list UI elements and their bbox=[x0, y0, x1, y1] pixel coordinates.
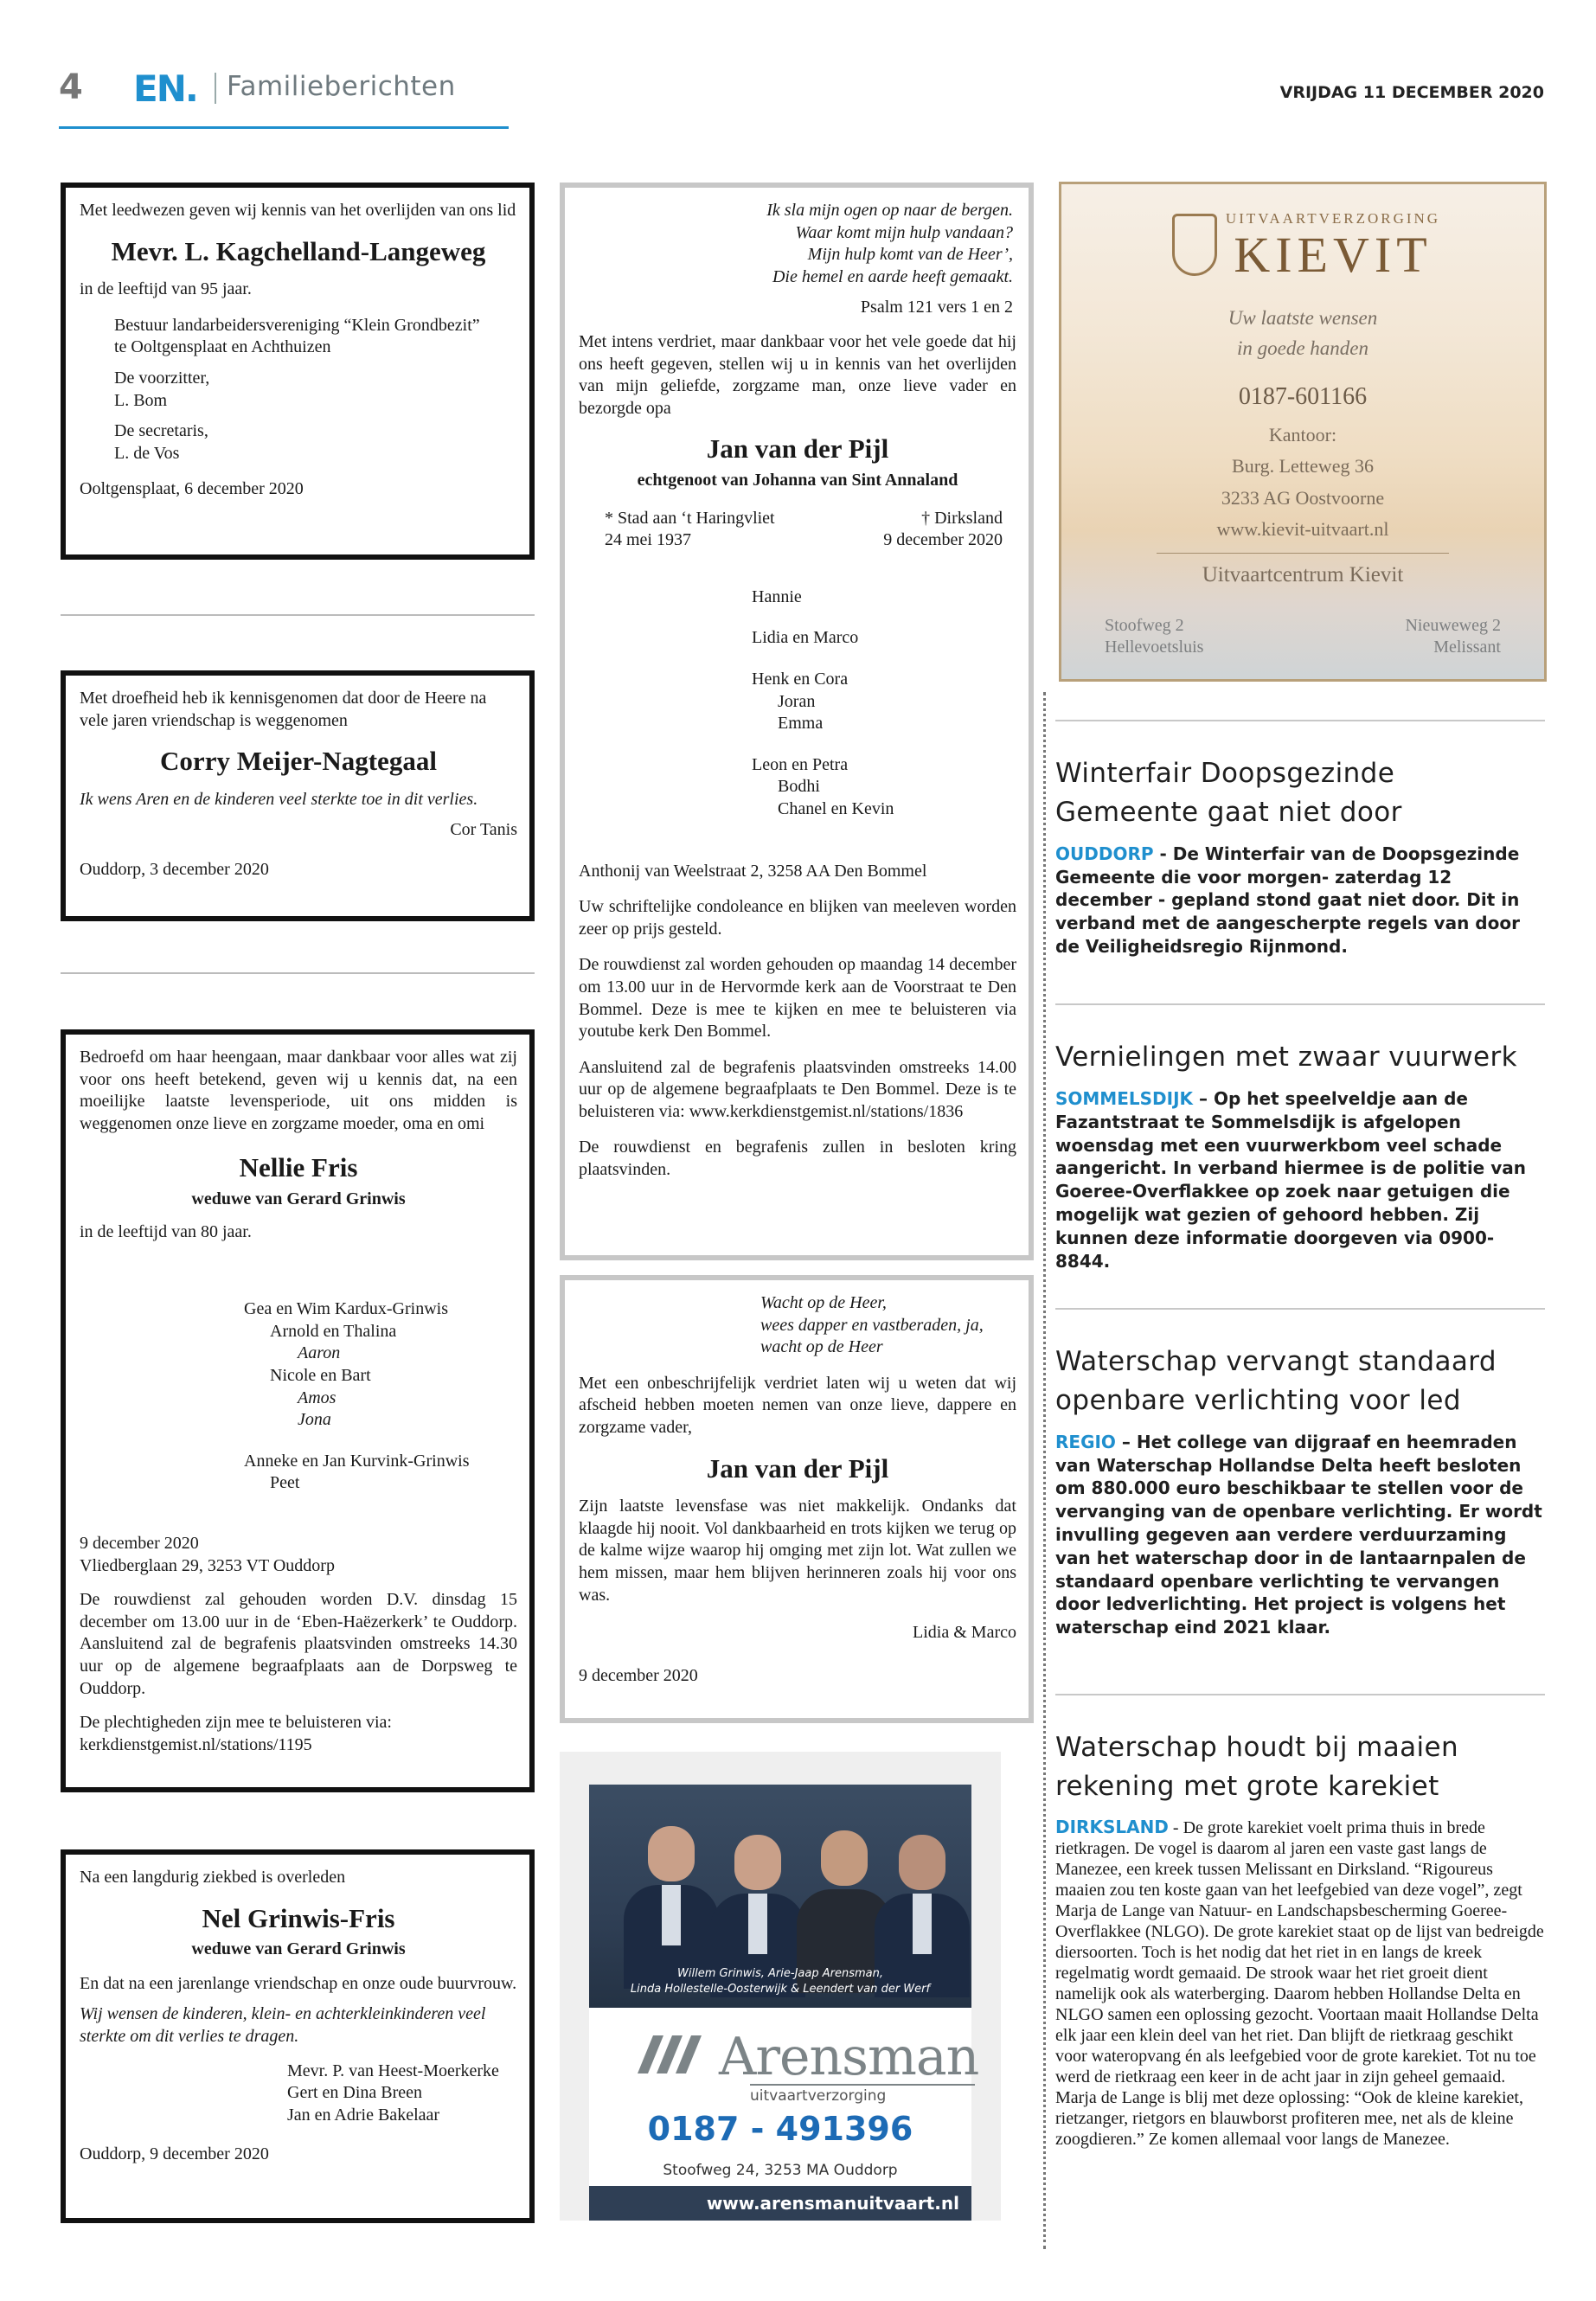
place-date: Ouddorp, 3 december 2020 bbox=[80, 860, 269, 880]
news-article-vuurwerk bbox=[1055, 1003, 1545, 1272]
notice-kagchelland bbox=[61, 183, 535, 560]
notice-intro: Na een langdurig ziekbed is overleden bbox=[80, 1868, 346, 1887]
death-date: 9 december 2020 bbox=[883, 530, 1003, 550]
kievit-name: KIEVIT bbox=[1234, 227, 1433, 283]
photo-caption bbox=[589, 1966, 971, 1997]
article-title: Winterfair Doopsgezinde Gemeente gaat niet door bbox=[1055, 758, 1402, 828]
article-body bbox=[1055, 1087, 1545, 1272]
article-text: – Het college van dijgraaf en heemraden van Waterschap Hollandse Delta heeft besloten om 880.000 euro beschikbaar te stellen voor de vervanging van de openbare verlichting. Er wordt invulling gegeven aan verdere verduurzaming van het waterschap door in de lantaarnpalen de standaard openbare verlichting te vervangen door ledverlichting. Het project is volgens het waterschap eind 2021 klaar. bbox=[1055, 1431, 1542, 1638]
article-title: Waterschap vervangt standaard openbare verlichting voor led bbox=[1055, 1346, 1497, 1416]
kievit-location-right bbox=[1405, 615, 1501, 658]
deceased-age: in de leeftijd van 80 jaar. bbox=[80, 1221, 252, 1241]
deceased-name: Jan van der Pijl bbox=[706, 433, 889, 465]
caption-line: Linda Hollestelle-Oosterwijk & Leendert van der Werf bbox=[630, 1982, 931, 1996]
deceased-subtitle: weduwe van Gerard Grinwis bbox=[191, 1189, 406, 1209]
family-member: Aaron bbox=[298, 1343, 341, 1363]
divider bbox=[61, 614, 535, 616]
page-number: 4 bbox=[59, 67, 83, 107]
article-title: Waterschap houdt bij maaien rekening met grote karekiet bbox=[1055, 1732, 1459, 1802]
header-rule bbox=[59, 126, 509, 129]
arensman-website: www.arensmanuitvaart.nl bbox=[589, 2186, 971, 2221]
notice-nel-grinwis bbox=[61, 1849, 535, 2223]
kievit-divider bbox=[1157, 553, 1449, 554]
kievit-phone: 0187-601166 bbox=[1238, 383, 1368, 410]
organisation-name: Bestuur landarbeidersvereniging “Klein Grondbezit” bbox=[114, 315, 480, 335]
family-member: Jona bbox=[298, 1410, 331, 1430]
role-secretary: De secretaris, bbox=[114, 421, 208, 441]
poem-line: Die hemel en aarde heeft gemaakt. bbox=[772, 266, 1013, 286]
deceased-subtitle: weduwe van Gerard Grinwis bbox=[191, 1939, 406, 1959]
notice-jan-van-der-pijl-children bbox=[560, 1275, 1034, 1723]
article-body bbox=[1055, 1431, 1545, 1639]
arensman-phone: 0187 - 491396 bbox=[647, 2110, 913, 2148]
issue-date: VRIJDAG 11 DECEMBER 2020 bbox=[1279, 83, 1544, 102]
family-list bbox=[579, 586, 1016, 821]
article-body bbox=[1055, 843, 1545, 958]
notice-nellie-fris bbox=[61, 1029, 535, 1792]
logo-separator bbox=[215, 73, 216, 104]
notice-wish: Ik wens Aren en de kinderen veel sterkte toe in dit verlies. bbox=[80, 789, 478, 809]
poem-line: wacht op de Heer bbox=[760, 1337, 883, 1357]
column-divider bbox=[1043, 692, 1046, 2249]
sender-name: Jan en Adrie Bakelaar bbox=[287, 2105, 440, 2125]
family-member: Anneke en Jan Kurvink-Grinwis bbox=[244, 1451, 470, 1471]
birth-place: * Stad aan ‘t Haringvliet bbox=[605, 508, 775, 528]
notice-text: Zijn laatste levensfase was niet makkelijk. Ondanks dat klaagde hij nooit. Vol dankbaarheid en trots kijken we terug op de kalme wijze waarop hij omging met zijn lot. Wat zullen we hem missen, maar hem blijven herinneren zoals hij voor ons was. bbox=[579, 1497, 1016, 1605]
article-place: SOMMELSDIJK bbox=[1055, 1087, 1194, 1109]
location-city: Hellevoetsluis bbox=[1105, 638, 1204, 657]
birth-date: 24 mei 1937 bbox=[605, 530, 691, 550]
article-place: REGIO bbox=[1055, 1431, 1116, 1452]
location-street: Stoofweg 2 bbox=[1105, 616, 1184, 635]
poem-line: wees dapper en vastberaden, ja, bbox=[760, 1315, 984, 1335]
notice-service: De rouwdienst zal worden gehouden op maandag 14 december om 13.00 uur in de Hervormde kerk aan de Voorstraat te Den Bommel. Deze is mee te kijken en mee te beluisteren via youtube kerk Den Bommel. bbox=[579, 955, 1016, 1042]
kievit-website: www.kievit-uitvaart.nl bbox=[1216, 517, 1389, 540]
notice-text: En dat na een jarenlange vriendschap en onze oude buurvrouw. bbox=[80, 1973, 517, 1993]
family-member: Arnold en Thalina bbox=[270, 1321, 397, 1341]
notice-jan-van-der-pijl bbox=[560, 183, 1034, 1260]
poem bbox=[579, 1292, 1016, 1359]
office-street: Burg. Letteweg 36 bbox=[1232, 455, 1374, 478]
family-list bbox=[80, 1298, 517, 1495]
sender-list bbox=[80, 2061, 517, 2127]
role-chair: De voorzitter, bbox=[114, 369, 210, 388]
sender-name: Mevr. P. van Heest-Moerkerke bbox=[287, 2061, 499, 2080]
deceased-name: Jan van der Pijl bbox=[706, 1452, 889, 1484]
family-member: Amos bbox=[298, 1388, 337, 1407]
slogan-line: in goede handen bbox=[1236, 336, 1368, 359]
deceased-subtitle: echtgenoot van Johanna van Sint Annaland bbox=[637, 471, 958, 490]
psalm-reference: Psalm 121 vers 1 en 2 bbox=[860, 298, 1013, 317]
family-member: Hannie bbox=[752, 586, 802, 606]
notice-intro: Met een onbeschrijfelijk verdriet laten wij u weten dat wij afscheid hebben moeten nemen van onze lieve, dappere en zorgzame vader, bbox=[579, 1373, 1016, 1437]
kievit-location-left bbox=[1105, 615, 1203, 658]
kievit-advertisement bbox=[1059, 182, 1547, 682]
poem-line: Mijn hulp komt van de Heer’, bbox=[807, 245, 1013, 265]
slogan-line: Uw laatste wensen bbox=[1227, 307, 1378, 329]
family-member: Gea en Wim Kardux-Grinwis bbox=[244, 1299, 448, 1319]
deceased-name: Nel Grinwis-Fris bbox=[202, 1902, 395, 1933]
death-place: † Dirksland bbox=[921, 508, 1003, 528]
notice-intro: Met droefheid heb ik kennisgenomen dat door de Heere na vele jaren vriendschap is weggenomen bbox=[80, 689, 487, 730]
article-place: DIRKSLAND bbox=[1055, 1816, 1169, 1837]
deceased-name: Mevr. L. Kagchelland-Langeweg bbox=[111, 235, 486, 266]
article-rule bbox=[1055, 1694, 1545, 1695]
notice-address: Vliedberglaan 29, 3253 VT Ouddorp bbox=[80, 1555, 335, 1575]
kievit-label: UITVAARTVERZORGING bbox=[1225, 210, 1441, 227]
sender-name: Gert en Dina Breen bbox=[287, 2083, 423, 2103]
deceased-age: in de leeftijd van 95 jaar. bbox=[80, 279, 252, 299]
person-secretary: L. de Vos bbox=[114, 443, 180, 463]
location-street: Nieuweweg 2 bbox=[1405, 616, 1501, 635]
arensman-address: Stoofweg 24, 3253 MA Ouddorp bbox=[663, 2162, 898, 2179]
poem-line: Waar komt mijn hulp vandaan? bbox=[795, 222, 1013, 242]
kievit-office bbox=[1061, 420, 1544, 545]
article-text: - De grote karekiet voelt prima thuis in brede rietkragen. De vogel is daarom al jaren een vaste gast langs de Manezee, een kreek tussen Melissant en Dirksland. “Rigoureus maaien zou ten koste gaan van het leefgebied van deze vogel”, zegt Marja de Lange van Natuur- en Landschapsbescherming Goeree-Overflakkee (NLGO). De grote karekiet staat op de lijst van bedreigde diersoorten. Toch is het nodig dat het riet in en langs de kreek regelmatig wordt gemaaid. De strook waar het riet groeit dient namelijk ook als waterberging. Daarom hebben Hollandse Delta en NLGO samen een oplossing gezocht. Voortaan maait Hollandse Delta elk jaar een klein deel van het riet. Dan blijft de rietkraag geschikt voor wateropvang én als leefgebied voor de grote karekiet. Tot nu toe werd de rietkraag een keer in de acht jaar in zijn geheel gemaaid. Marja de Lange is blij met deze oplossing: “Ook de kleine karekiet, rietzanger, rietgors en blauwborst profiteren mee, net als de kleine zoogdieren.” Ze komen allemaal voor langs de Manezee. bbox=[1055, 1817, 1544, 2149]
article-text: – Op het speelveldje aan de Fazantstraat te Sommelsdijk is afgelopen woensdag met een vuurwerkbom veel schade aangericht. In verband hiermee is de politie van Goeree-Overflakkee op zoek naar getuigen die mogelijk wat gezien of gehoord hebben. Zij kunnen deze informatie doorgeven via 0900-8844. bbox=[1055, 1087, 1526, 1272]
kievit-center: Uitvaartcentrum Kievit bbox=[1202, 563, 1404, 586]
notice-burial: Aansluitend zal de begrafenis plaatsvinden omstreeks 14.00 uur op de algemene begraafplaats te Den Bommel. Deze is te beluisteren via: www.kerkdienstgemist.nl/stations/1836 bbox=[579, 1057, 1016, 1121]
notice-address: Anthonij van Weelstraat 2, 3258 AA Den Bommel bbox=[579, 861, 927, 881]
office-label: Kantoor: bbox=[1268, 424, 1337, 445]
place-date: Ooltgensplaat, 6 december 2020 bbox=[80, 479, 304, 499]
news-article-karekiet bbox=[1055, 1694, 1545, 2150]
notice-condolence: Uw schriftelijke condoleance en blijken van meeleven worden zeer op prijs gesteld. bbox=[579, 897, 1016, 939]
notice-sender: Lidia & Marco bbox=[913, 1623, 1016, 1643]
person-chair: L. Bom bbox=[114, 390, 168, 410]
deceased-name: Nellie Fris bbox=[239, 1152, 358, 1183]
family-member: Peet bbox=[270, 1473, 300, 1493]
notice-listen: De plechtigheden zijn mee te beluisteren via: kerkdienstgemist.nl/stations/1195 bbox=[80, 1713, 392, 1754]
article-title: Vernielingen met zwaar vuurwerk bbox=[1055, 1042, 1517, 1073]
notice-intro: Bedroefd om haar heengaan, maar dankbaar voor alles wat zij voor ons heeft betekend, geven wij u kennis dat, na een moeilijke laatste levensperiode, uit ons midden is weggenomen onze lieve en zorgzame moeder, oma en omi bbox=[80, 1048, 517, 1133]
location-city: Melissant bbox=[1433, 638, 1501, 657]
family-member: Bodhi bbox=[778, 777, 820, 797]
arensman-subtitle: uitvaartverzorging bbox=[750, 2084, 975, 2105]
news-article-winterfair bbox=[1055, 720, 1545, 958]
article-text: - De Winterfair van de Doopsgezinde Gemeente die voor morgen- zaterdag 12 december - gepland stond gaat niet door. Dit in verband met de aangescherpte regels van door de Veiligheidsregio Rijnmond. bbox=[1055, 843, 1520, 958]
family-member: Chanel en Kevin bbox=[778, 798, 894, 818]
life-dates bbox=[579, 508, 1016, 552]
poem bbox=[579, 200, 1016, 288]
organisation bbox=[80, 315, 517, 465]
news-article-verlichting bbox=[1055, 1308, 1545, 1639]
notice-meijer bbox=[61, 670, 535, 921]
family-member: Emma bbox=[778, 714, 824, 734]
notice-date: 9 december 2020 bbox=[80, 1533, 199, 1553]
place-date: Ouddorp, 9 december 2020 bbox=[80, 2144, 269, 2164]
notice-wish: Wij wensen de kinderen, klein- en achterkleinkinderen veel sterkte om dit verlies te dragen. bbox=[80, 2004, 486, 2047]
article-rule bbox=[1055, 1308, 1545, 1310]
notice-intro: Met intens verdriet, maar dankbaar voor het vele goede dat hij ons heeft gegeven, stellen wij u in kennis van het overlijden van mijn geliefde, zorgzame man, onze lieve vader en bezorgde opa bbox=[579, 331, 1016, 418]
article-rule bbox=[1055, 1003, 1545, 1005]
newspaper-logo: EN. bbox=[133, 67, 197, 110]
family-member: Lidia en Marco bbox=[752, 628, 859, 648]
kievit-slogan bbox=[1061, 304, 1544, 363]
caption-line: Willem Grinwis, Arie-Jaap Arensman, bbox=[677, 1967, 883, 1980]
family-member: Henk en Cora bbox=[752, 669, 849, 689]
article-rule bbox=[1055, 720, 1545, 721]
notice-closing: De rouwdienst en begrafenis zullen in besloten kring plaatsvinden. bbox=[579, 1138, 1016, 1180]
family-member: Nicole en Bart bbox=[270, 1366, 371, 1386]
family-member: Joran bbox=[778, 691, 816, 711]
article-place: OUDDORP bbox=[1055, 843, 1154, 864]
article-body bbox=[1055, 1817, 1545, 2150]
arensman-logo-text: Arensman bbox=[719, 2027, 979, 2087]
organisation-location: te Ooltgensplaat en Achthuizen bbox=[114, 337, 331, 357]
poem-line: Wacht op de Heer, bbox=[760, 1293, 887, 1312]
arensman-advertisement bbox=[560, 1752, 1001, 2221]
family-member: Leon en Petra bbox=[752, 754, 849, 774]
poem-line: Ik sla mijn ogen op naar de bergen. bbox=[766, 201, 1013, 220]
divider bbox=[61, 972, 535, 974]
deceased-name: Corry Meijer-Nagtegaal bbox=[160, 746, 437, 777]
office-postal: 3233 AG Oostvoorne bbox=[1221, 486, 1385, 509]
notice-intro: Met leedwezen geven wij kennis van het overlijden van ons lid bbox=[80, 201, 516, 220]
notice-date: 9 december 2020 bbox=[579, 1665, 698, 1685]
arensman-logo-mark-icon bbox=[638, 2035, 707, 2073]
notice-service: De rouwdienst zal gehouden worden D.V. dinsdag 15 december om 13.00 uur in de ‘Eben-Haëzerkerk’ te Ouddorp. Aansluitend zal de begrafenis plaatsvinden omstreeks 14.30 uur op de algemene begraafplaats aan de Dorpsweg te Ouddorp. bbox=[80, 1590, 517, 1698]
section-title: Familieberichten bbox=[227, 71, 456, 102]
notice-sender: Cor Tanis bbox=[450, 820, 517, 840]
